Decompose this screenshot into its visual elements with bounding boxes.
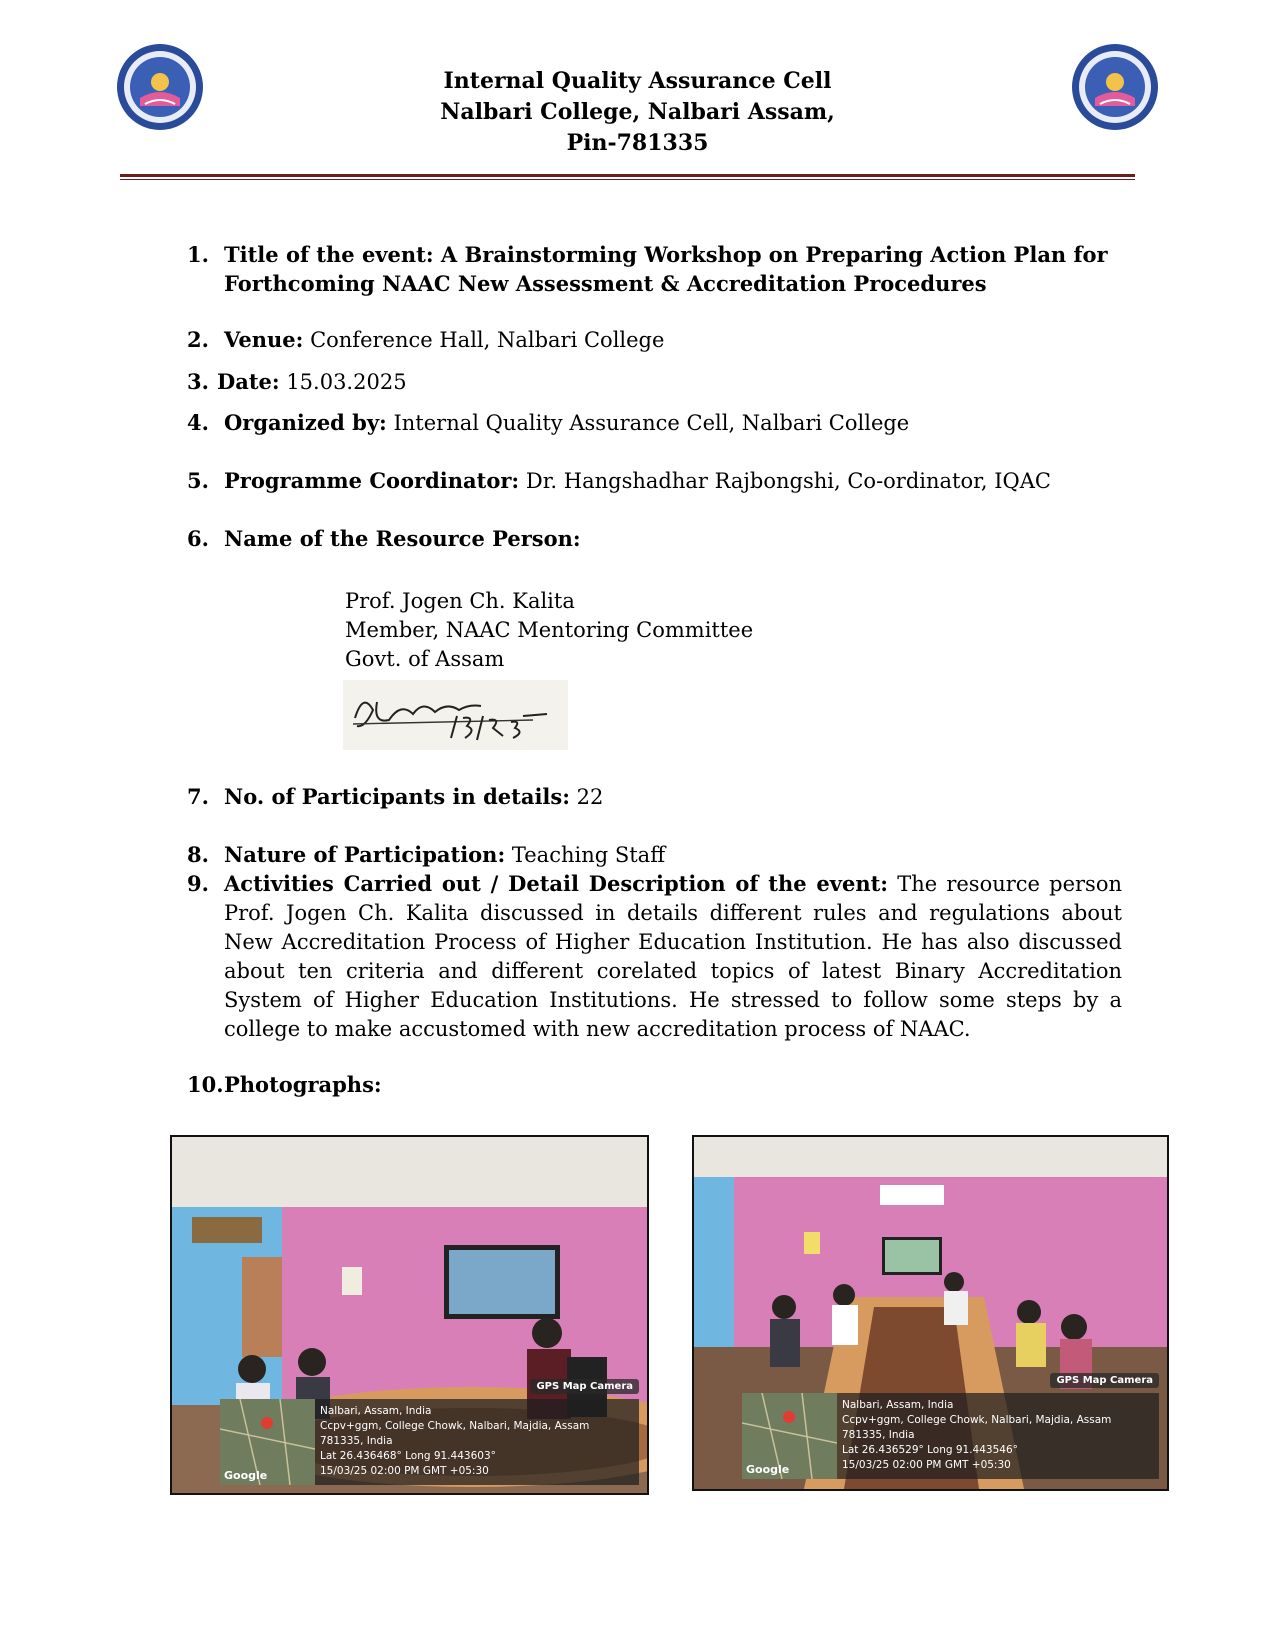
item-venue: 2. Venue: Conference Hall, Nalbari College <box>187 327 665 352</box>
item-title: 1. Title of the event: A Brainstorming Workshop on Preparing Action Plan for Forthcoming NAAC New Assessment & Accreditation Procedures <box>187 242 1108 296</box>
header-rule-thin <box>120 179 1135 180</box>
gps-camera-tag-1: GPS Map Camera <box>530 1379 639 1394</box>
item-resource-person: 6. Name of the Resource Person: <box>187 526 581 551</box>
resource-person-name: Prof. Jogen Ch. Kalita <box>345 589 575 613</box>
resource-person-org: Govt. of Assam <box>345 647 505 671</box>
google-label-2: Google <box>746 1463 790 1476</box>
item-coordinator: 5. Programme Coordinator: Dr. Hangshadhar Rajbongshi, Co-ordinator, IQAC <box>187 468 1051 493</box>
event-photo-2 <box>692 1135 1169 1491</box>
letterhead <box>0 66 1275 159</box>
map-thumbnail-1 <box>220 1399 315 1485</box>
item-participants: 7. No. of Participants in details: 22 <box>187 784 604 809</box>
gps-camera-tag-2: GPS Map Camera <box>1050 1373 1159 1388</box>
header-line-2: Nalbari College, Nalbari Assam, <box>440 99 835 125</box>
item-nature: 8. Nature of Participation: Teaching Staff <box>187 842 666 867</box>
event-photo-1 <box>170 1135 649 1495</box>
resource-person-block <box>345 587 753 674</box>
google-label-1: Google <box>224 1469 268 1482</box>
item-date: 3. Date: 15.03.2025 <box>187 369 407 394</box>
item-organizer: 4. Organized by: Internal Quality Assurance Cell, Nalbari College <box>187 410 910 435</box>
header-line-3: Pin-781335 <box>566 130 709 156</box>
item-activities: 9. Activities Carried out / Detail Description of the event: The resource person Prof. Jogen Ch. Kalita discussed in details different rules and regulations about New Accreditation Process of Higher Education Institution. He has also discussed about ten criteria and different corelated topics of latest Binary Accreditation System of Higher Education Institutions. He stressed to follow some steps by a college to make accustomed with new accreditation process of NAAC. <box>187 871 1122 1041</box>
item-photographs: 10. Photographs: <box>187 1072 382 1097</box>
header-line-1: Internal Quality Assurance Cell <box>443 68 832 94</box>
header-rule <box>120 174 1135 177</box>
gps-text-2: Nalbari, Assam, India Ccpv+ggm, College Chowk, Nalbari, Majdia, Assam 781335, India Lat 26.436529° Long 91.443546° 15/03/25 02:00 PM GMT +05:30 <box>842 1399 1112 1471</box>
map-thumbnail-2 <box>742 1393 837 1479</box>
gps-info-box-1 <box>220 1399 639 1485</box>
signature-image <box>343 680 568 750</box>
resource-person-role: Member, NAAC Mentoring Committee <box>345 618 754 642</box>
gps-info-box-2 <box>742 1393 1159 1479</box>
gps-text-1: Nalbari, Assam, India Ccpv+ggm, College Chowk, Nalbari, Majdia, Assam 781335, India Lat 26.436468° Long 91.443603° 15/03/25 02:00 PM GMT +05:30 <box>320 1405 590 1477</box>
